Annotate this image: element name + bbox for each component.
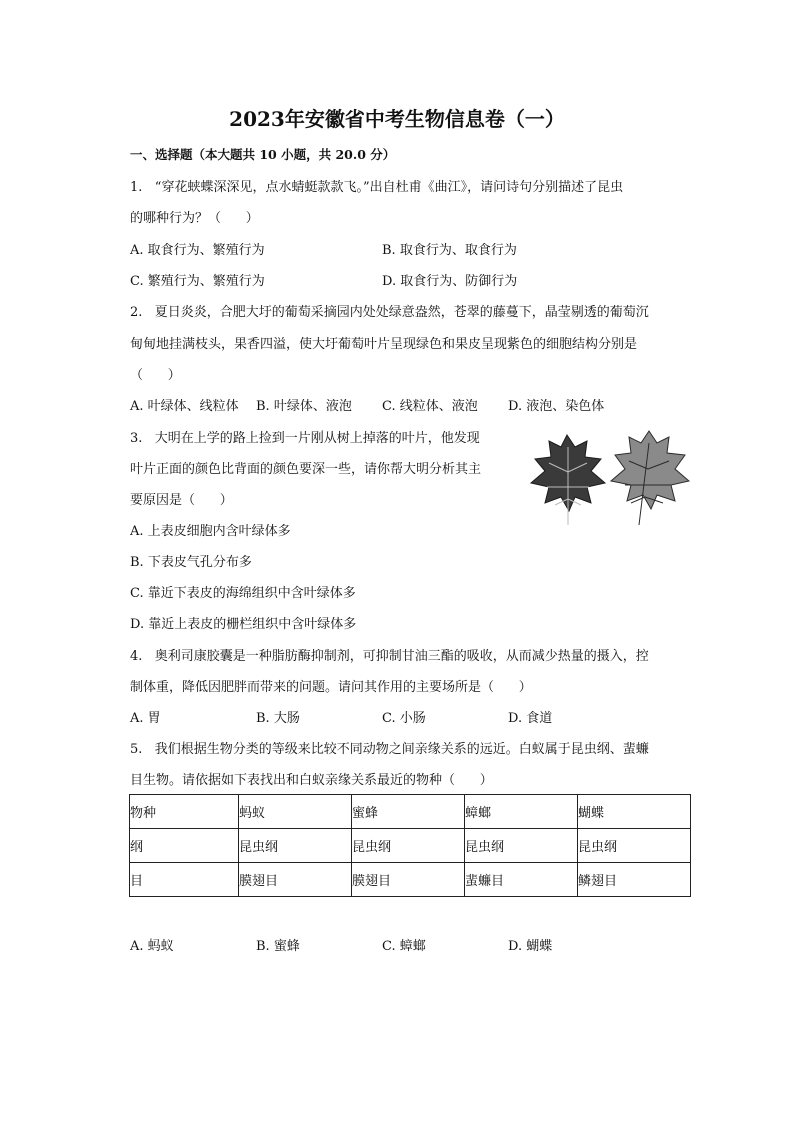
q4-option-c: C. 小肠 — [382, 711, 426, 726]
table-cell: 昆虫纲 — [578, 829, 691, 863]
q1-stem-line2: 的哪种行为？（ ） — [130, 211, 259, 226]
table-cell: 膜翅目 — [239, 863, 352, 897]
q1-option-d: D. 取食行为、防御行为 — [382, 274, 518, 289]
table-cell: 昆虫纲 — [352, 829, 465, 863]
q2-stem-line3: （ ） — [130, 368, 181, 383]
table-cell: 昆虫纲 — [465, 829, 578, 863]
table-cell: 蚂蚁 — [239, 795, 352, 829]
leaf-back-icon — [611, 431, 689, 525]
q2-stem-line1: 2. 夏日炎炎，合肥大圩的葡萄采摘园内处处绿意盎然，苍翠的藤蔓下，晶莹剔透的葡萄沉 — [130, 305, 649, 320]
q3-stem-line3: 要原因是（ ） — [130, 493, 233, 508]
q2-option-d: D. 液泡、染色体 — [508, 399, 605, 414]
q5-option-c: C. 蟑螂 — [382, 939, 426, 954]
q4-option-a: A. 胃 — [130, 711, 161, 726]
q4-option-b: B. 大肠 — [256, 711, 300, 726]
q4-stem-line2: 制体重，降低因肥胖而带来的问题。请问其作用的主要场所是（ ） — [130, 680, 532, 695]
section-heading: 一、选择题（本大题共 10 小题，共 20.0 分） — [130, 147, 396, 162]
table-cell: 蟑螂 — [465, 795, 578, 829]
leaf-illustration — [527, 427, 690, 527]
table-cell: 纲 — [130, 829, 239, 863]
table-cell: 蜚蠊目 — [465, 863, 578, 897]
q1-option-b: B. 取食行为、取食行为 — [382, 243, 517, 258]
q1-option-c: C. 繁殖行为、繁殖行为 — [130, 274, 265, 289]
q1-option-a: A. 取食行为、繁殖行为 — [130, 243, 265, 258]
table-cell: 目 — [130, 863, 239, 897]
q5-option-d: D. 蝴蝶 — [508, 939, 553, 954]
classification-table — [129, 794, 691, 897]
q2-option-c: C. 线粒体、液泡 — [382, 399, 478, 414]
q3-option-a: A. 上表皮细胞内含叶绿体多 — [130, 524, 291, 539]
table-row — [130, 829, 691, 863]
q3-stem-line2: 叶片正面的颜色比背面的颜色要深一些，请你帮大明分析其主 — [130, 462, 482, 477]
q3-option-d: D. 靠近上表皮的栅栏组织中含叶绿体多 — [130, 617, 357, 632]
q2-option-b: B. 叶绿体、液泡 — [256, 399, 352, 414]
table-row — [130, 795, 691, 829]
q4-option-d: D. 食道 — [508, 711, 553, 726]
q3-option-b: B. 下表皮气孔分布多 — [130, 555, 252, 570]
q3-option-c: C. 靠近下表皮的海绵组织中含叶绿体多 — [130, 586, 356, 601]
table-cell: 膜翅目 — [352, 863, 465, 897]
table-cell: 蝴蝶 — [578, 795, 691, 829]
q2-option-a: A. 叶绿体、线粒体 — [130, 399, 239, 414]
q2-stem-line2: 甸甸地挂满枝头，果香四溢，使大圩葡萄叶片呈现绿色和果皮呈现紫色的细胞结构分别是 — [130, 337, 638, 352]
leaf-front-icon — [531, 435, 605, 525]
table-cell: 鳞翅目 — [578, 863, 691, 897]
table-cell: 昆虫纲 — [239, 829, 352, 863]
table-cell: 物种 — [130, 795, 239, 829]
q5-stem-line1: 5. 我们根据生物分类的等级来比较不同动物之间亲缘关系的远近。白蚁属于昆虫纲、蜚蠊 — [130, 742, 649, 757]
q5-stem-line2: 目生物。请依据如下表找出和白蚁亲缘关系最近的物种（ ） — [130, 773, 493, 788]
q5-option-b: B. 蜜蜂 — [256, 939, 300, 954]
q5-option-a: A. 蚂蚁 — [130, 939, 174, 954]
q1-stem-line1: 1. “穿花蛱蝶深深见，点水蜻蜓款款飞。”出自杜甫《曲江》，请问诗句分别描述了昆虫 — [130, 180, 624, 195]
table-row — [130, 863, 691, 897]
table-cell: 蜜蜂 — [352, 795, 465, 829]
q4-stem-line1: 4. 奥利司康胶囊是一种脂肪酶抑制剂，可抑制甘油三酯的吸收，从而减少热量的摄入，控 — [130, 649, 649, 664]
page-title: 2023年安徽省中考生物信息卷（一） — [229, 107, 565, 131]
q3-stem-line1: 3. 大明在上学的路上捡到一片刚从树上掉落的叶片，他发现 — [130, 431, 480, 446]
